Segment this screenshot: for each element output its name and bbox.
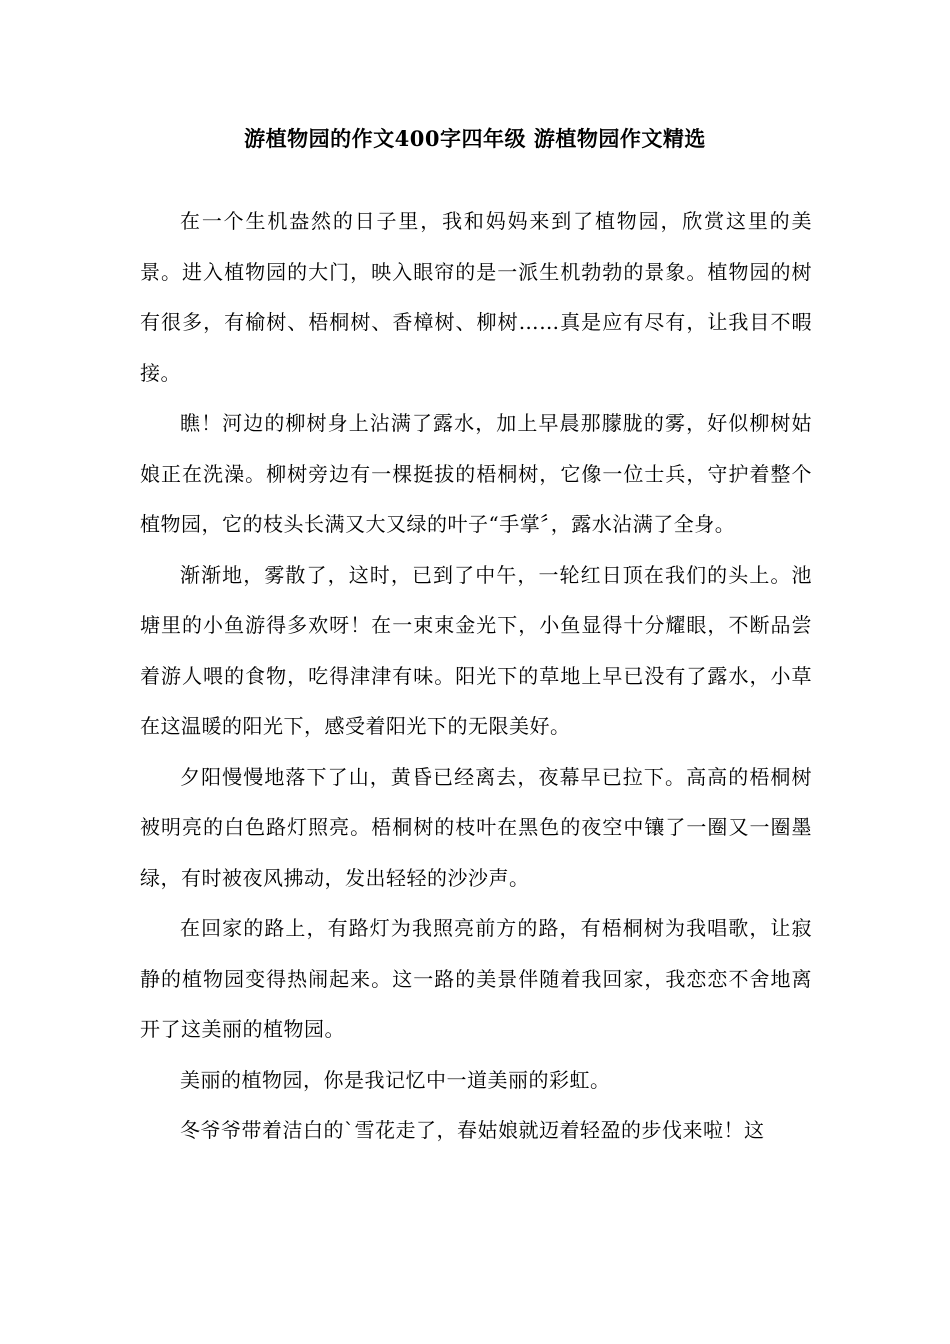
paragraph-7: 冬爷爷带着洁白的`雪花走了，春姑娘就迈着轻盈的步伐来啦！这	[180, 1118, 765, 1142]
document-body	[140, 196, 812, 1156]
paragraph-3: 渐渐地，雾散了，这时，已到了中午，一轮红日顶在我们的头上。池塘里的小鱼游得多欢呀！在一束束金光下，小鱼显得十分耀眼，不断品尝着游人喂的食物，吃得津津有味。阳光下的草地上早已没有了露水，小草在这温暖的阳光下，感受着阳光下的无限美好。	[140, 562, 812, 738]
paragraph-5: 在回家的路上，有路灯为我照亮前方的路，有梧桐树为我唱歌，让寂静的植物园变得热闹起来。这一路的美景伴随着我回家，我恋恋不舍地离开了这美丽的植物园。	[140, 916, 812, 1041]
document-title: 游植物园的作文400字四年级 游植物园作文精选	[244, 126, 706, 152]
paragraph-6: 美丽的植物园，你是我记忆中一道美丽的彩虹。	[180, 1067, 611, 1092]
paragraph-2: 瞧！河边的柳树身上沾满了露水，加上早晨那朦胧的雾，好似柳树姑娘正在洗澡。柳树旁边有一棵挺拔的梧桐树，它像一位士兵，守护着整个植物园，它的枝头长满又大又绿的叶子“手掌〞，露水沾满了全身。	[140, 411, 812, 536]
paragraph-4: 夕阳慢慢地落下了山，黄昏已经离去，夜幕早已拉下。高高的梧桐树被明亮的白色路灯照亮。梧桐树的枝叶在黑色的夜空中镶了一圈又一圈墨绿，有时被夜风拂动，发出轻轻的沙沙声。	[140, 764, 812, 890]
paragraph-1: 在一个生机盎然的日子里，我和妈妈来到了植物园，欣赏这里的美景。进入植物园的大门，映入眼帘的是一派生机勃勃的景象。植物园的树有很多，有榆树、梧桐树、香樟树、柳树……真是应有尽有，让我目不暇接。	[140, 209, 812, 385]
